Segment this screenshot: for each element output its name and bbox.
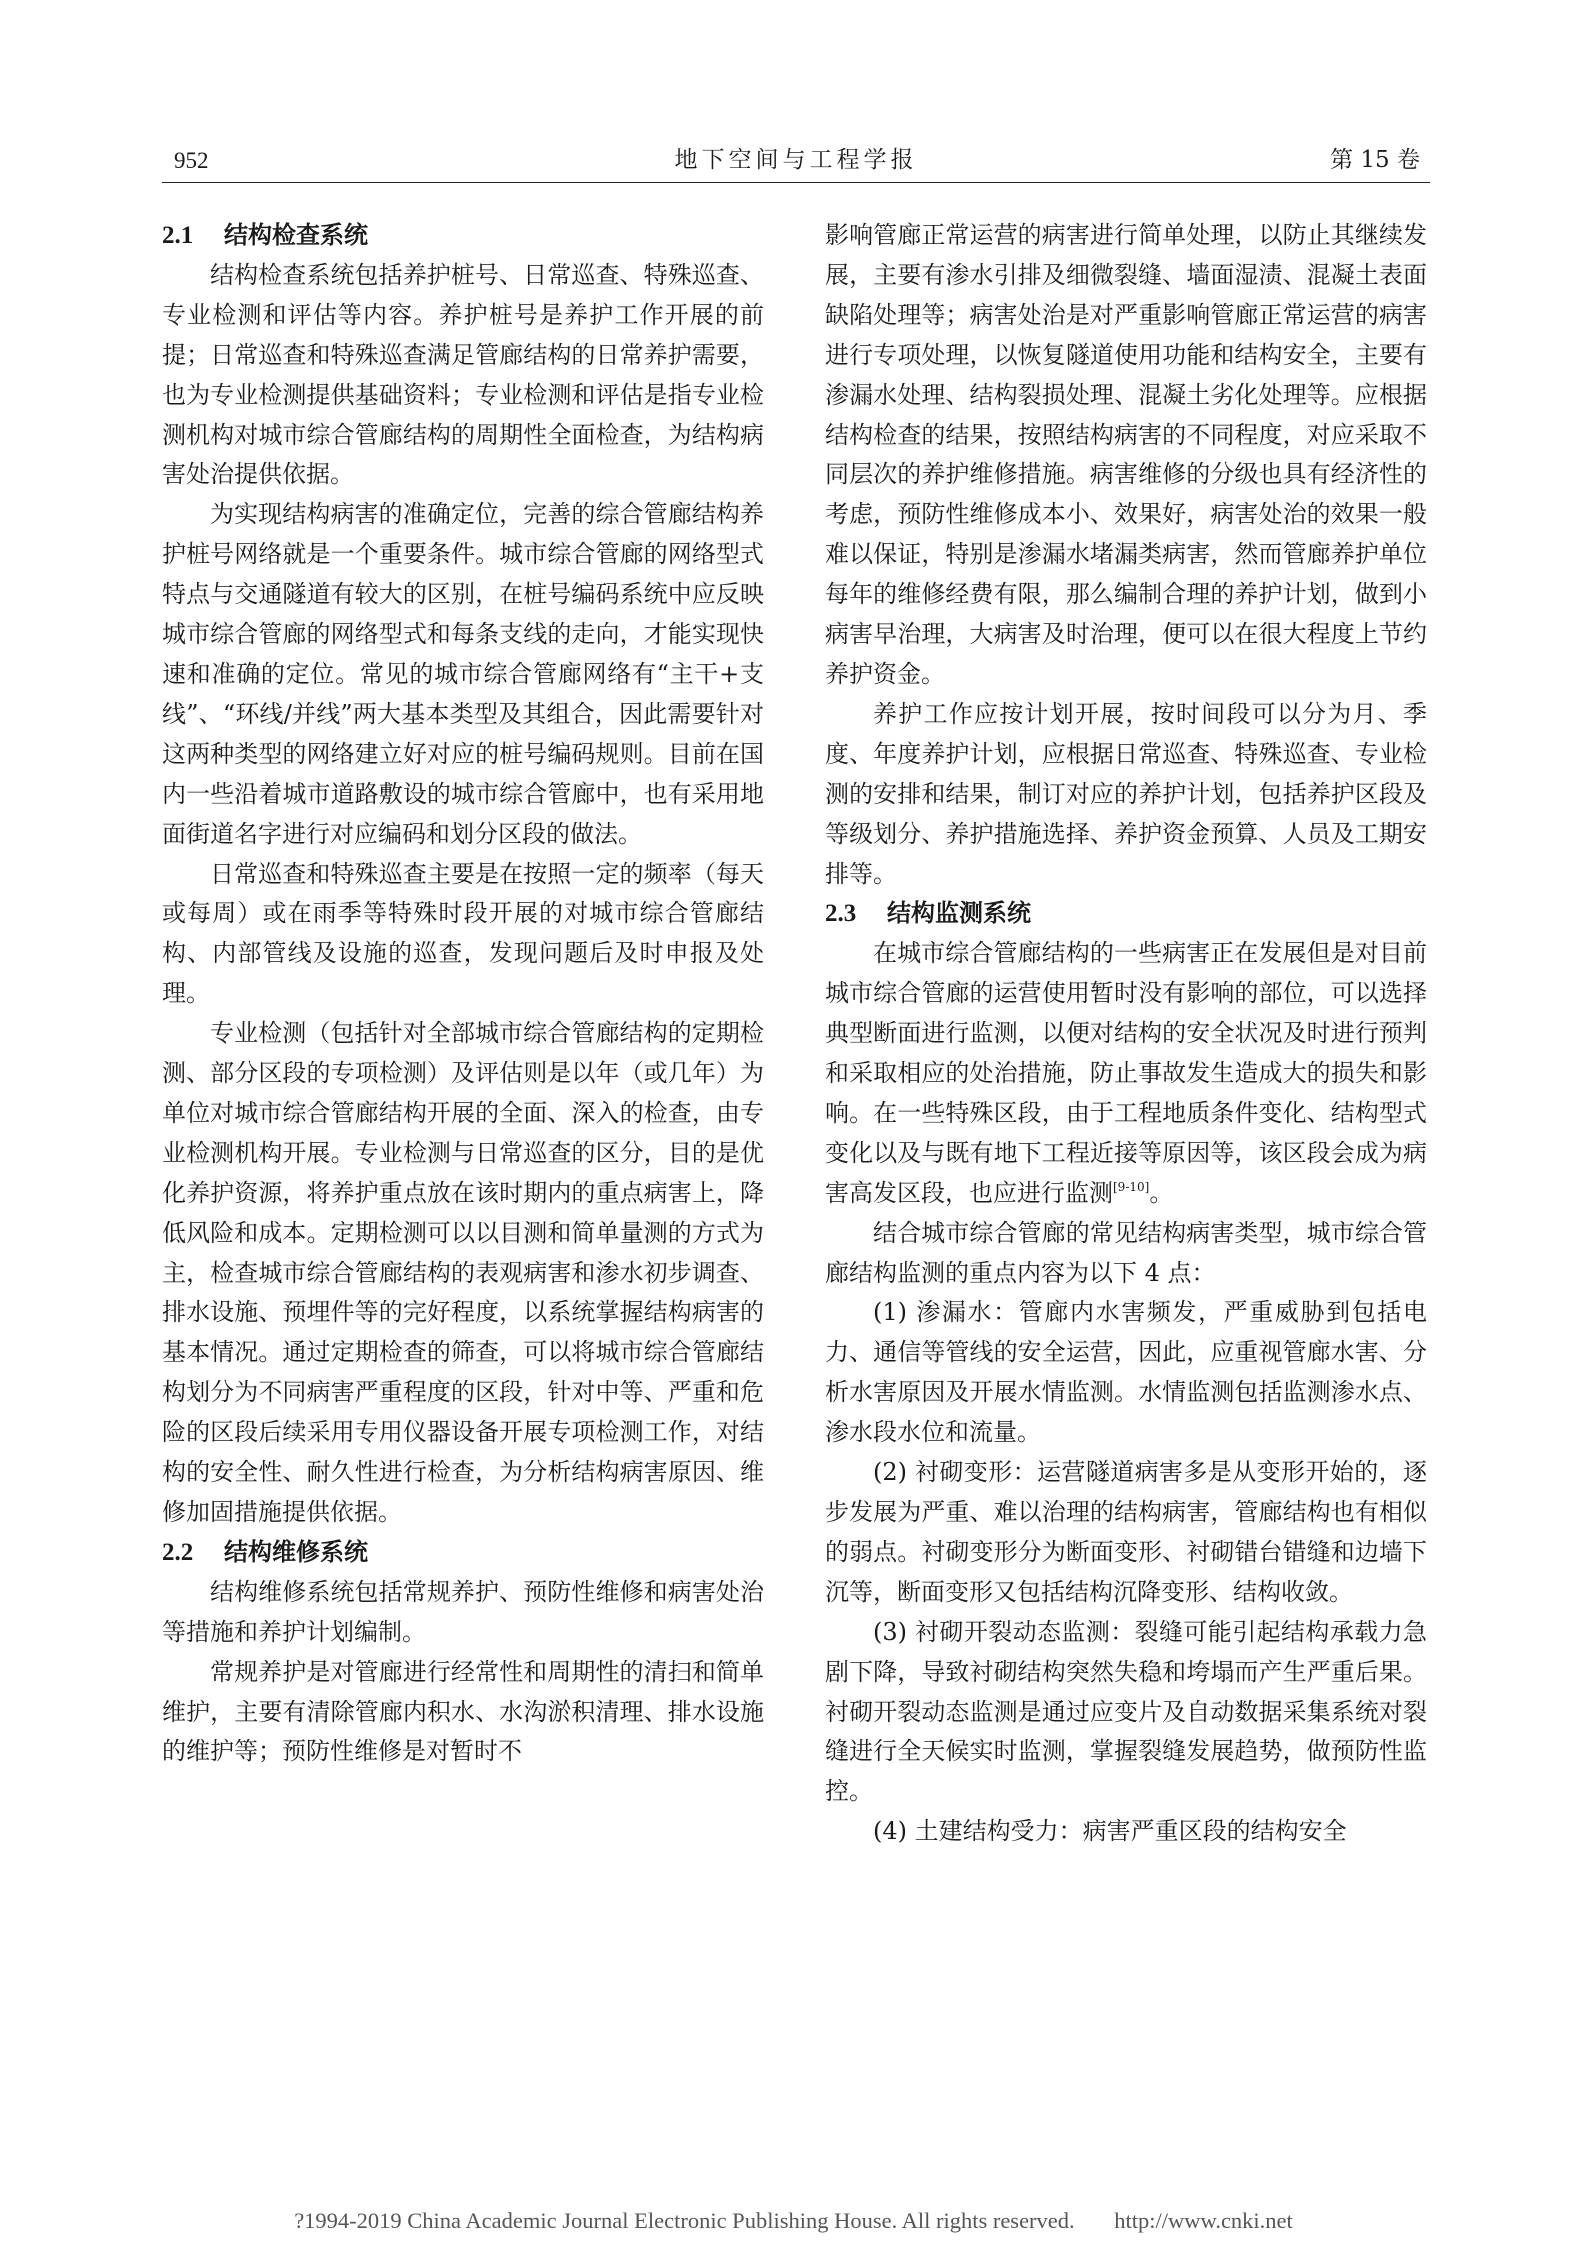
citation-ref[interactable]: [9-10] — [1113, 1179, 1150, 1194]
paragraph: 在城市综合管廊结构的一些病害正在发展但是对目前城市综合管廊的运营使用暂时没有影响的部位，可以选择典型断面进行监测，以便对结构的安全状况及时进行预判和采取相应的处治措施，防止事故发生造成大的损失和影响。在一些特殊区段，由于工程地质条件变化、结构型式变化以及与既有地下工程近接等原因等，该区段会成为病害高发区段，也应进行监测[9-10]。 — [825, 939, 1427, 1207]
paragraph-continued: 影响管廊正常运营的病害进行简单处理，以防止其继续发展，主要有渗水引排及细微裂缝、墙面湿渍、混凝土表面缺陷处理等；病害处治是对严重影响管廊正常运营的病害进行专项处理，以恢复隧道使用功能和结构安全，主要有渗漏水处理、结构裂损处理、混凝土劣化处理等。应根据结构检查的结果，按照结构病害的不同程度，对应采取不同层次的养护维修措施。病害维修的分级也具有经济性的考虑，预防性维修成本小、效果好，病害处治的效果一般难以保证，特别是渗漏水堵漏类病害，然而管廊养护单位每年的维修经费有限，那么编制合理的养护计划，做到小病害早治理，大病害及时治理，便可以在很大程度上节约养护资金。 — [825, 221, 1427, 688]
list-item: (3) 衬砌开裂动态监测：裂缝可能引起结构承载力急剧下降，导致衬砌结构突然失稳和垮塌而产生严重后果。衬砌开裂动态监测是通过应变片及自动数据采集系统对裂缝进行全天候实时监测，掌握裂缝发展趋势，做预防性监控。 — [825, 1617, 1427, 1806]
left-column — [162, 216, 764, 1772]
list-item: (1) 渗漏水：管廊内水害频发，严重威胁到包括电力、通信等管线的安全运营，因此，应重视管廊水害、分析水害原因及开展水情监测。水情监测包括监测渗水点、渗水段水位和流量。 — [825, 1298, 1427, 1447]
paragraph: 专业检测（包括针对全部城市综合管廊结构的定期检测、部分区段的专项检测）及评估则是以年（或几年）为单位对城市综合管廊结构开展的全面、深入的检查，由专业检测机构开展。专业检测与日常巡查的区分，目的是优化养护资源，将养护重点放在该时期内的重点病害上，降低风险和成本。定期检测可以以目测和简单量测的方式为主，检查城市综合管廊结构的表观病害和渗水初步调查、排水设施、预埋件等的完好程度，以系统掌握结构病害的基本情况。通过定期检查的筛查，可以将城市综合管廊结构划分为不同病害严重程度的区段，针对中等、严重和危险的区段后续采用专用仪器设备开展专项检测工作，对结构的安全性、耐久性进行检查，为分析结构病害原因、维修加固措施提供依据。 — [162, 1019, 764, 1526]
paragraph: 为实现结构病害的准确定位，完善的综合管廊结构养护桩号网络就是一个重要条件。城市综合管廊的网络型式特点与交通隧道有较大的区别，在桩号编码系统中应反映城市综合管廊的网络型式和每条支线的走向，才能实现快速和准确的定位。常见的城市综合管廊网络有“主干+支线”、“环线/并线”两大基本类型及其组合，因此需要针对这两种类型的网络建立好对应的桩号编码规则。目前在国内一些沿着城市道路敷设的城市综合管廊中，也有采用地面街道名字进行对应编码和划分区段的做法。 — [162, 500, 764, 848]
section-heading-2-1: 2.1 结构检查系统 — [162, 221, 368, 249]
journal-title: 地下空间与工程学报 — [674, 147, 918, 173]
paragraph: 日常巡查和特殊巡查主要是在按照一定的频率（每天或每周）或在雨季等特殊时段开展的对城市综合管廊结构、内部管线及设施的巡查，发现问题后及时申报及处理。 — [162, 859, 764, 1008]
section-heading-2-3: 2.3 结构监测系统 — [825, 899, 1031, 928]
copyright-footer — [0, 2208, 1587, 2234]
running-header — [162, 142, 1430, 183]
paragraph: 常规养护是对管廊进行经常性和周期性的清扫和简单维护，主要有清除管廊内积水、水沟淤积清理、排水设施的维护等；预防性维修是对暂时不 — [162, 1657, 764, 1766]
paragraph: 结构维修系统包括常规养护、预防性维修和病害处治等措施和养护计划编制。 — [162, 1577, 764, 1646]
right-column — [825, 216, 1427, 1852]
list-item: (2) 衬砌变形：运营隧道病害多是从变形开始的，逐步发展为严重、难以治理的结构病害，管廊结构也有相似的弱点。衬砌变形分为断面变形、衬砌错台错缝和边墙下沉等，断面变形又包括结构沉降变形、结构收敛。 — [825, 1458, 1427, 1606]
volume-label: 第 15 卷 — [1330, 147, 1420, 173]
paragraph: 养护工作应按计划开展，按时间段可以分为月、季度、年度养护计划，应根据日常巡查、特殊巡查、专业检测的安排和结果，制订对应的养护计划，包括养护区段及等级划分、养护措施选择、养护资金预算、人员及工期安排等。 — [825, 699, 1427, 888]
copyright-text: ?1994-2019 China Academic Journal Electronic Publishing House. All rights reserved. — [294, 2208, 1075, 2233]
list-item: (4) 土建结构受力：病害严重区段的结构安全 — [873, 1817, 1347, 1846]
paragraph: 结合城市综合管廊的常见结构病害类型，城市综合管廊结构监测的重点内容为以下 4 点： — [825, 1218, 1427, 1287]
footer-url[interactable]: http://www.cnki.net — [1114, 2208, 1293, 2233]
page-number: 952 — [174, 148, 209, 173]
section-heading-2-2: 2.2 结构维修系统 — [162, 1537, 368, 1566]
paragraph: 结构检查系统包括养护桩号、日常巡查、特殊巡查、专业检测和评估等内容。养护桩号是养护工作开展的前提；日常巡查和特殊巡查满足管廊结构的日常养护需要，也为专业检测提供基础资料；专业检测和评估是指专业检测机构对城市综合管廊结构的周期性全面检查，为结构病害处治提供依据。 — [162, 260, 764, 489]
